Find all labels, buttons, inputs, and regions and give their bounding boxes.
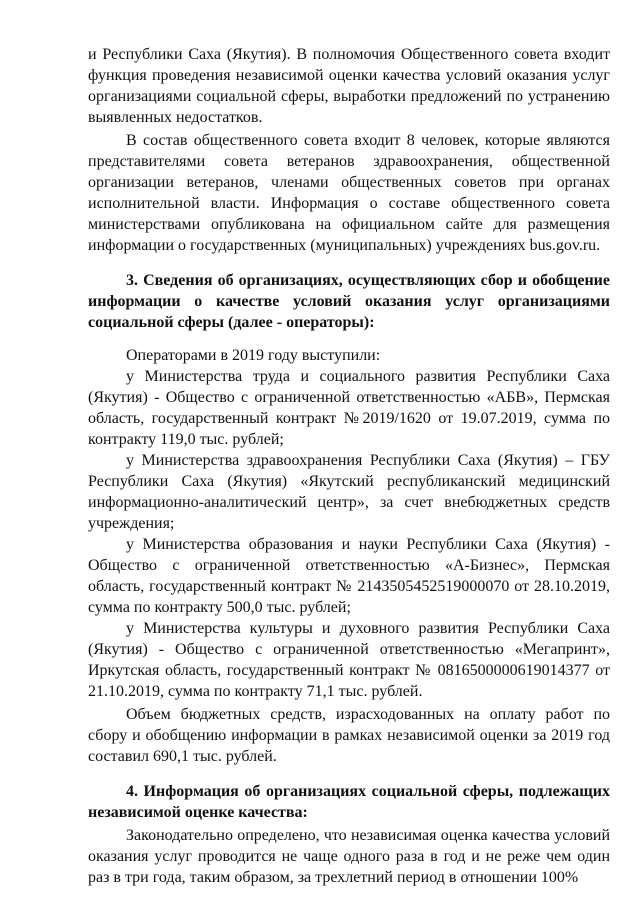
paragraph-operator-1: у Министерства труда и социального развития Республики Саха (Якутия) - Общество с ограниченной ответственностью «АБВ», Пермская область, государственный контракт №2019/1620 от 19.07.2019, сумма по контракту 119,0 тыс. рублей; xyxy=(88,368,610,448)
paragraph-operators-intro: Операторами в 2019 году выступили: xyxy=(126,347,381,364)
paragraph-legal: Законодательно определено, что независимая оценка качества условий оказания услуг проводится не чаще одного раза в год и не реже чем один раз в три года, таким образом, за трехлетний период в отношении 100% xyxy=(88,827,610,886)
paragraph-operator-3: у Министерства образования и науки Республики Саха (Якутия) - Общество с ограниченной ответственностью «А-Бизнес», Пермская область, государственный контракт № 2143505452519000070 от 28.10.2019, сумма по контракту 500,0 тыс. рублей; xyxy=(88,536,610,616)
paragraph-budget: Объем бюджетных средств, израсходованных на оплату работ по сбору и обобщению информации в рамках независимой оценки за 2019 год составил 690,1 тыс. рублей. xyxy=(88,706,610,765)
paragraph-council: В состав общественного совета входит 8 человек, которые являются представителями совета ветеранов здравоохранения, общественной организации ветеранов, членами общественных советов при органах исполнительной власти. Информация о составе общественного совета министерствами опубликована на официальном сайте для размещения информации о государственных (муниципальных) учреждениях bus.gov.ru. xyxy=(88,132,610,254)
section-4-heading: 4. Информация об организациях социальной сферы, подлежащих независимой оценке качества: xyxy=(88,783,610,821)
paragraph-operator-4: у Министерства культуры и духовного развития Республики Саха (Якутия) - Общество с ограниченной ответственностью «Мегапринт», Иркутская область, государственный контракт № 0816500000619014377 от 21.10.2019, сумма по контракту 71,1 тыс. рублей. xyxy=(88,620,610,700)
paragraph-intro: и Республики Саха (Якутия). В полномочия Общественного совета входит функция проведения независимой оценки качества условий оказания услуг организациями социальной сферы, выработки предложений по устранению выявленных недостатков. xyxy=(88,46,610,126)
section-3-heading: 3. Сведения об организациях, осуществляющих сбор и обобщение информации о качестве условий оказания услуг организациями социальной сферы (далее - операторы): xyxy=(88,272,610,331)
paragraph-operator-2: у Министерства здравоохранения Республики Саха (Якутия) – ГБУ Республики Саха (Якутия) «Якутский республиканский медицинский информационно-аналитический центр», за счет внебюджетных средств учреждения; xyxy=(88,452,610,532)
